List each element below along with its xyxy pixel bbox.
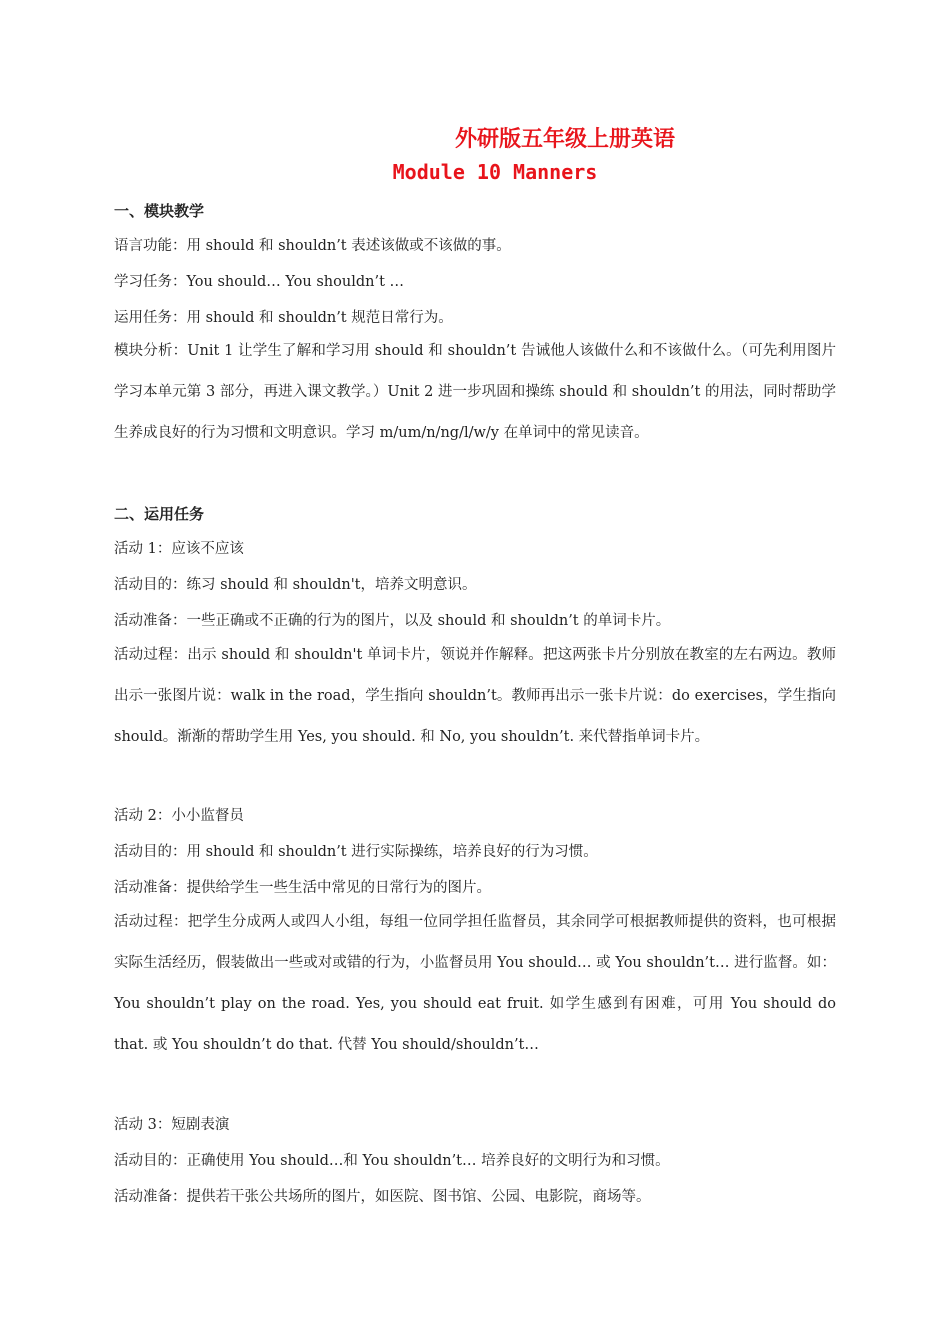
activity-2-goal: 活动目的：用 should 和 shouldn’t 进行实际操练，培养良好的行为习惯。 <box>114 844 598 860</box>
document-title: 外研版五年级上册英语 <box>454 126 675 152</box>
activity-3-title: 活动 3：短剧表演 <box>114 1117 230 1133</box>
section-heading-2: 二、运用任务 <box>114 505 205 523</box>
activity-1-goal: 活动目的：练习 should 和 shouldn't，培养文明意识。 <box>114 577 477 593</box>
activity-3-goal: 活动目的：正确使用 You should…和 You shouldn’t… 培养良好的文明行为和习惯。 <box>114 1153 670 1169</box>
activity-2-process: 活动过程：把学生分成两人或四人小组，每组一位同学担任监督员，其余同学可根据教师提供的资料，也可根据实际生活经历，假装做出一些或对或错的行为，小监督员用 You should… 或 You shouldn’t… 进行监督。如：You shouldn’t play on the road. Yes, you should eat fruit. 如学生感到有困难，可用 You should do that. 或 You shouldn’t do that. 代替 You should/shouldn’t… <box>114 914 836 1053</box>
activity-1-title: 活动 1：应该不应该 <box>114 541 244 557</box>
activity-2-prep: 活动准备：提供给学生一些生活中常见的日常行为的图片。 <box>114 880 491 896</box>
section-heading-1: 一、模块教学 <box>114 202 205 220</box>
activity-1-process: 活动过程：出示 should 和 shouldn't 单词卡片，领说并作解释。把这两张卡片分别放在教室的左右两边。教师出示一张图片说：walk in the road，学生指向 shouldn’t。教师再出示一张卡片说：do exercises，学生指向 should。渐渐的帮助学生用 Yes, you should. 和 No, you shouldn’t. 来代替指单词卡片。 <box>114 647 836 745</box>
module-title: Module 10 Manners <box>392 160 598 184</box>
language-function: 语言功能：用 should 和 shouldn’t 表述该做或不该做的事。 <box>114 238 511 254</box>
learning-task: 学习任务：You should… You shouldn’t … <box>114 274 405 290</box>
module-analysis: 模块分析：Unit 1 让学生了解和学习用 should 和 shouldn’t 告诫他人该做什么和不该做什么。（可先利用图片学习本单元第 3 部分，再进入课文教学。）Unit 2 进一步巩固和操练 should 和 shouldn’t 的用法，同时帮助学生养成良好的行为习惯和文明意识。学习 m/um/n/ng/l/w/y 在单词中的常见读音。 <box>114 343 836 441</box>
activity-2-title: 活动 2：小小监督员 <box>114 808 244 824</box>
application-task: 运用任务：用 should 和 shouldn’t 规范日常行为。 <box>114 310 453 326</box>
activity-1-prep: 活动准备：一些正确或不正确的行为的图片，以及 should 和 shouldn’t 的单词卡片。 <box>114 613 671 629</box>
activity-3-prep: 活动准备：提供若干张公共场所的图片，如医院、图书馆、公园、电影院，商场等。 <box>114 1189 651 1205</box>
